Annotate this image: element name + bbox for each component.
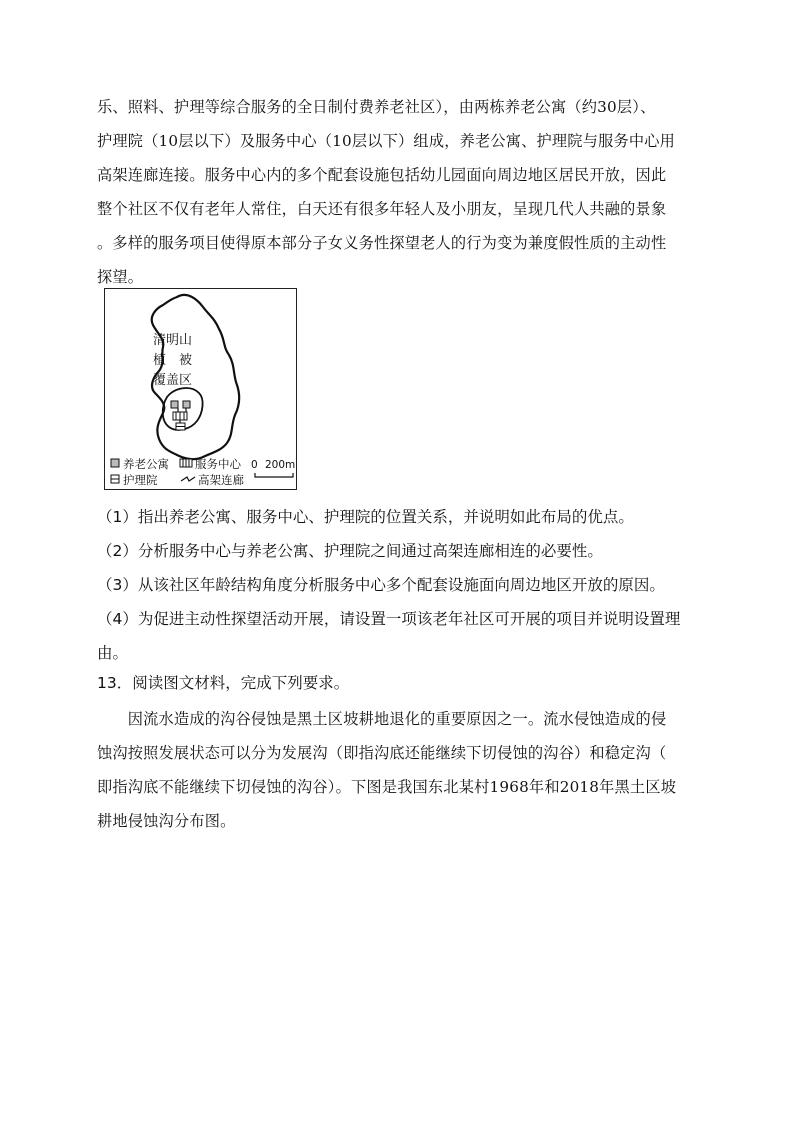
legend-apartment-label: 养老公寓: [123, 457, 169, 471]
question-4: [97, 602, 707, 670]
text-line: 因流水造成的沟谷侵蚀是黑土区坡耕地退化的重要原因之一。流水侵蚀造成的侵: [97, 710, 667, 728]
section-13-paragraph: [97, 702, 697, 838]
text-line: 蚀沟按照发展状态可以分为发展沟（即指沟底还能继续下切侵蚀的沟谷）和稳定沟（: [97, 744, 667, 762]
question-line: （4）为促进主动性探望活动开展，请设置一项该老年社区可开展的项目并说明设置理: [97, 610, 681, 628]
apartment-symbol: [171, 401, 178, 408]
section-13-title: 13．阅读图文材料，完成下列要求。: [97, 674, 350, 692]
text-line: 整个社区不仅有老年人常住，白天还有很多年轻人及小朋友，呈现几代人共融的景象: [97, 200, 667, 218]
question-line: （1）指出养老公寓、服务中心、护理院的位置关系，并说明如此布局的优点。: [97, 508, 634, 526]
text-line: 护理院（10层以下）及服务中心（10层以下）组成，养老公寓、护理院与服务中心用: [97, 132, 676, 150]
legend-service-center-label: 服务中心: [195, 457, 241, 471]
text-line: 乐、照料、护理等综合服务的全日制付费养老社区），由两栋养老公寓（约30层）、: [97, 98, 656, 116]
community-map-figure: [104, 288, 297, 490]
legend-corridor-label: 高架连廊: [198, 473, 244, 487]
scale-distance-label: 200m: [265, 459, 296, 471]
region-label: 植 被: [153, 353, 193, 368]
text-line: 。多样的服务项目使得原本部分子女义务性探望老人的行为变为兼度假性质的主动性: [97, 234, 667, 252]
legend-apartment-symbol: [111, 459, 119, 467]
question-3: [97, 568, 707, 602]
text-line: 高架连廊连接。服务中心内的多个配套设施包括幼儿园面向周边地区居民开放，因此: [97, 166, 667, 184]
region-label: 覆盖区: [153, 373, 193, 388]
text-line: 即指沟底不能继续下切侵蚀的沟谷）。下图是我国东北某村1968年和2018年黑土区坡: [97, 778, 677, 796]
question-2: [97, 534, 707, 568]
text-line: 耕地侵蚀沟分布图。: [97, 812, 236, 830]
scale-bar: [255, 473, 293, 477]
question-1: [97, 500, 707, 534]
text-line: 探望。: [97, 268, 144, 286]
apartment-symbol: [183, 401, 190, 408]
legend-nursing-home-label: 护理院: [123, 473, 158, 487]
intro-paragraph: [97, 90, 697, 294]
question-line: （2）分析服务中心与养老公寓、护理院之间通过高架连廊相连的必要性。: [97, 542, 603, 560]
question-line: （3）从该社区年龄结构角度分析服务中心多个配套设施面向周边地区开放的原因。: [97, 576, 665, 594]
question-line: 由。: [97, 644, 129, 662]
legend-corridor-symbol: [181, 477, 195, 481]
region-label: 清明山: [153, 333, 193, 348]
scale-zero-label: 0: [251, 459, 258, 471]
